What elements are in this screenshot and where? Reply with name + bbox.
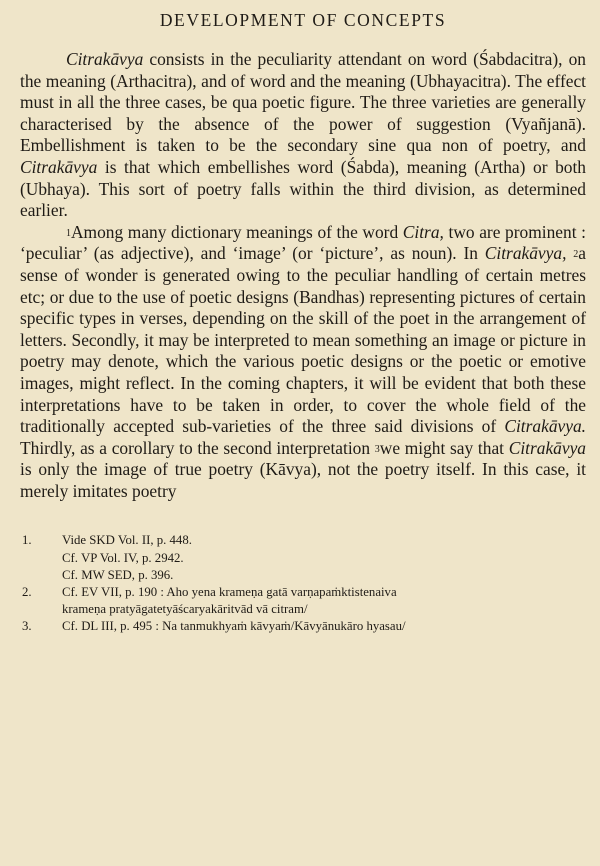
paragraph-1-text-a: consists in the peculiarity attendant on word (Śabdacitra), on the meaning (Arthacitra), and of word and the meaning (Ubhayacitra). The effect must in all the three cases, be qua poetic figure. The three varieties are generally characterised by the absence of the power of suggestion (Vyañjanā). Embellishment is taken to be the secondary sine qua non of poetry, and <box>20 49 586 156</box>
footnote-number: 1. <box>22 533 32 548</box>
footnote-line: Cf. DL III, p. 495 : Na tanmukhyaṁ kāvyaṁ/Kāvyānukāro hyasau/ <box>62 619 406 634</box>
footnote-line: Cf. EV VII, p. 190 : Aho yena krameṇa gatā varṇapaṁktistenaiva <box>62 585 397 600</box>
footnote-line: Cf. VP Vol. IV, p. 2942. <box>62 550 184 565</box>
term-citra: Citra, <box>402 221 444 242</box>
paragraph-1-text-b: is that which embellishes word (Śabda), meaning (Artha) or both (Ubhaya). This sort of poetry falls within the third division, as determined earlier. <box>20 156 586 221</box>
term-citrakavya: Citrakāvya <box>508 437 586 458</box>
footnote-line: krameṇa pratyāgatetyāścaryakāritvād vā citram/ <box>62 602 308 617</box>
paragraph-1 <box>20 49 586 222</box>
paragraph-2 <box>20 222 586 503</box>
paragraph-2-text-c: a sense of wonder is generated owing to the peculiar handling of certain metres etc; or due to the use of poetic designs (Bandhas) representing pictures of certain specific types in verses, depending on the skill of the poet in the arrangement of letters. Secondly, it may be interpreted to mean something an image or picture in poetry may denote, which the various poetic designs or the poetic or emotive images, might reflect. In the coming chapters, it will be evident that both these interpretations have to be taken in order, to cover the whole field of the traditionally accepted sub-varieties of the three said divisions of <box>20 243 586 437</box>
footnote-2 <box>20 584 586 618</box>
paragraph-2-text-b: two are prominent : ‘peculiar’ (as adjective), and ‘image’ (or ‘picture’, as noun). In <box>20 221 586 264</box>
term-citrakavya: Citrakāvya, <box>484 243 567 264</box>
body-text <box>20 49 586 502</box>
footnote-3 <box>20 618 586 635</box>
footnote-line: Cf. MW SED, p. 396. <box>62 567 174 582</box>
paragraph-2-text-d: Thirdly, as a corollary to the second interpretation <box>20 437 375 458</box>
paragraph-2-text-f: is only the image of true poetry (Kāvya), not the poetry itself. In this case, it merely imitates poetry <box>20 459 586 501</box>
footnote-marker-2: 2 <box>573 249 579 261</box>
footnotes <box>20 532 586 635</box>
term-citrakavya: Citrakāvya <box>20 156 98 177</box>
footnote-line: Vide SKD Vol. II, p. 448. <box>62 533 192 548</box>
footnote-marker-1: 1 <box>66 227 71 239</box>
footnote-number: 3. <box>22 619 32 634</box>
footnote-1 <box>20 532 586 584</box>
footnote-marker-3: 3 <box>374 443 380 455</box>
term-citrakavya: Citrakāvya. <box>504 416 586 437</box>
paragraph-2-text-a: Among many dictionary meanings of the word <box>71 221 403 242</box>
footnote-number: 2. <box>22 585 32 600</box>
term-citrakavya: Citrakāvya <box>66 49 144 69</box>
paragraph-2-text-e: we might say that <box>379 437 509 458</box>
running-head: DEVELOPMENT OF CONCEPTS <box>159 10 447 30</box>
